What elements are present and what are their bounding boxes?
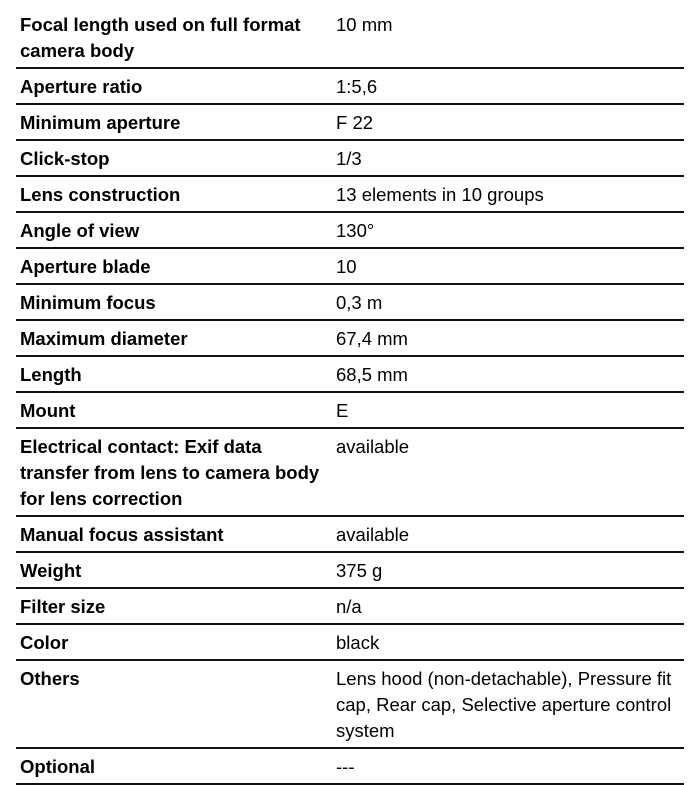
- spec-value: F 22: [336, 112, 374, 133]
- spec-label: Aperture blade: [20, 256, 151, 277]
- spec-value: 1:5,6: [336, 76, 378, 97]
- spec-value: Lens hood (non-detachable), Pressure fit cap, Rear cap, Selective aperture control system: [336, 668, 672, 741]
- spec-label: Others: [20, 668, 80, 689]
- spec-row-manual-focus-assistant: [16, 517, 684, 553]
- spec-value: 375 g: [336, 560, 383, 581]
- spec-value: 10 mm: [336, 14, 393, 35]
- spec-row-others: [16, 661, 684, 749]
- spec-row-click-stop: [16, 141, 684, 177]
- spec-row-filter-size: [16, 589, 684, 625]
- spec-value: 67,4 mm: [336, 328, 408, 349]
- spec-label: Length: [20, 364, 82, 385]
- spec-label: Focal length used on full format camera body: [20, 14, 301, 61]
- spec-label: Angle of view: [20, 220, 140, 241]
- spec-label: Optional: [20, 756, 96, 777]
- spec-row-length: [16, 357, 684, 393]
- spec-row-focal-length: [16, 10, 684, 69]
- spec-row-mount: [16, 393, 684, 429]
- spec-row-color: [16, 625, 684, 661]
- spec-value: available: [336, 436, 410, 457]
- spec-value: available: [336, 524, 410, 545]
- spec-row-aperture-blade: [16, 249, 684, 285]
- spec-row-maximum-diameter: [16, 321, 684, 357]
- spec-value: n/a: [336, 596, 362, 617]
- spec-value: black: [336, 632, 380, 653]
- spec-value: 1/3: [336, 148, 362, 169]
- spec-value: 10: [336, 256, 357, 277]
- spec-label: Aperture ratio: [20, 76, 143, 97]
- spec-value: 68,5 mm: [336, 364, 408, 385]
- spec-label: Manual focus assistant: [20, 524, 224, 545]
- spec-value: 13 elements in 10 groups: [336, 184, 544, 205]
- spec-row-minimum-aperture: [16, 105, 684, 141]
- spec-value: 0,3 m: [336, 292, 383, 313]
- spec-label: Click-stop: [20, 148, 110, 169]
- spec-label: Filter size: [20, 596, 106, 617]
- spec-label: Mount: [20, 400, 76, 421]
- spec-label: Maximum diameter: [20, 328, 188, 349]
- spec-value: 130°: [336, 220, 375, 241]
- spec-row-optional: [16, 749, 684, 785]
- spec-row-angle-of-view: [16, 213, 684, 249]
- spec-value: E: [336, 400, 349, 421]
- spec-label: Minimum focus: [20, 292, 156, 313]
- spec-label: Minimum aperture: [20, 112, 181, 133]
- spec-label: Color: [20, 632, 69, 653]
- spec-table: [16, 10, 684, 785]
- spec-row-aperture-ratio: [16, 69, 684, 105]
- spec-value: ---: [336, 756, 355, 777]
- spec-row-weight: [16, 553, 684, 589]
- spec-row-electrical-contact: [16, 429, 684, 517]
- spec-row-minimum-focus: [16, 285, 684, 321]
- spec-label: Lens construction: [20, 184, 181, 205]
- spec-label: Weight: [20, 560, 82, 581]
- spec-label: Electrical contact: Exif data transfer from lens to camera body for lens correction: [20, 436, 320, 509]
- spec-row-lens-construction: [16, 177, 684, 213]
